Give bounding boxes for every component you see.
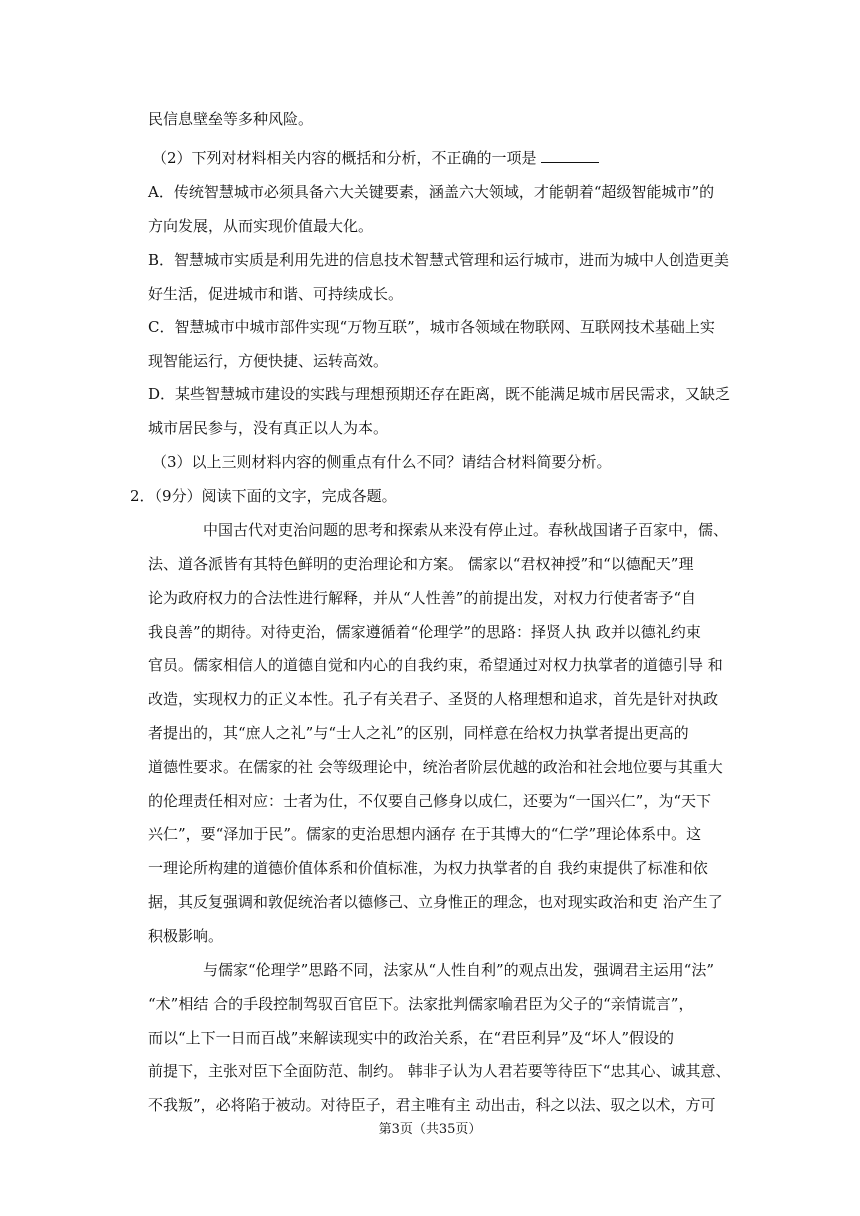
paragraph-1-line: 兴仁”，要“泽加于民”。儒家的吏治思想内涵存 在于其博大的“仁学”理论体系中。这 bbox=[148, 825, 702, 843]
question-2-stem bbox=[152, 148, 599, 168]
paragraph-1-line: 中国古代对吏治问题的思考和探索从来没有停止过。春秋战国诸子百家中，儒、 bbox=[203, 521, 729, 539]
option-c-line-2: 现智能运行，方便快捷、运转高效。 bbox=[148, 352, 389, 370]
paragraph-1-line: 道德性要求。在儒家的社 会等级理论中，统治者阶层优越的政治和社会地位要与其重大 bbox=[148, 758, 723, 776]
paragraph-2-line: 与儒家“伦理学”思路不同，法家从“人性自利”的观点出发，强调君主运用“法” bbox=[203, 961, 715, 979]
option-b-line-2: 好生活，促进城市和谐、可持续成长。 bbox=[148, 285, 404, 303]
paragraph-2-line: 而以“上下一日而百战”来解读现实中的政治关系，在“君臣利异”及“坏人”假设的 bbox=[148, 1029, 675, 1047]
paragraph-1-line: 据，其反复强调和敦促统治者以德修己、立身惟正的理念，也对现实政治和吏 治产生了 bbox=[148, 893, 723, 911]
question-heading: 2．（9分）阅读下面的文字，完成各题。 bbox=[130, 487, 397, 505]
paragraph-1-line: 的伦理责任相对应：士者为仕，不仅要自己修身以成仁，还要为“一国兴仁”，为“天下 bbox=[148, 792, 712, 810]
paragraph-1-line: 一理论所构建的道德价值体系和价值标准，为权力执掌者的自 我约束提供了标准和依 bbox=[148, 859, 708, 877]
option-d-line-1: D．某些智慧城市建设的实践与理想预期还存在距离，既不能满足城市居民需求，又缺乏 bbox=[148, 385, 731, 403]
paragraph-1-line: 论为政府权力的合法性进行解释，并从“人性善”的前提出发，对权力行使者寄予“自 bbox=[148, 589, 697, 607]
text-line: 民信息壁垒等多种风险。 bbox=[148, 110, 314, 128]
paragraph-1-line: 我良善”的期待。对待吏治，儒家遵循着“伦理学”的思路：择贤人执 政并以德礼约束 bbox=[148, 623, 701, 641]
paragraph-2-line: “术”相结 合的手段控制驾驭百官臣下。法家批判儒家喻君臣为父子的“亲情谎言”， bbox=[148, 995, 694, 1013]
paragraph-1-line: 法、道各派皆有其特色鲜明的吏治理论和方案。 儒家以“君权神授”和“以德配天”理 bbox=[148, 555, 694, 573]
paragraph-1-line: 官员。儒家相信人的道德自觉和内心的自我约束，希望通过对权力执掌者的道德引导 和 bbox=[148, 656, 723, 674]
option-b-line-1: B．智慧城市实质是利用先进的信息技术智慧式管理和运行城市，进而为城中人创造更美 bbox=[148, 251, 730, 269]
page-footer: 第3页（共35页） bbox=[378, 1122, 482, 1137]
answer-blank bbox=[541, 148, 599, 163]
paragraph-2-line: 不我叛”，必将陷于被动。对待臣子，君主唯有主 动出击，科之以法、驭之以术，方可 bbox=[148, 1096, 716, 1114]
option-a-line-2: 方向发展，从而实现价值最大化。 bbox=[148, 217, 374, 235]
question-3: （3）以上三则材料内容的侧重点有什么不同？请结合材料简要分析。 bbox=[152, 453, 612, 471]
paragraph-1-line: 改造，实现权力的正义本性。孔子有关君子、圣贤的人格理想和追求，首先是针对执政 bbox=[148, 690, 719, 708]
paragraph-2-line: 前提下，主张对臣下全面防范、制约。 韩非子认为人君若要等待臣下“忠其心、诚其意、 bbox=[148, 1062, 731, 1080]
option-c-line-1: C．智慧城市中城市部件实现“万物互联”，城市各领域在物联网、互联网技术基础上实 bbox=[148, 318, 715, 336]
option-d-line-2: 城市居民参与，没有真正以人为本。 bbox=[148, 419, 389, 437]
option-a-line-1: A．传统智慧城市必须具备六大关键要素，涵盖六大领域，才能朝着“超级智能城市”的 bbox=[148, 183, 715, 201]
question-stem-text: （2）下列对材料相关内容的概括和分析，不正确的一项是 bbox=[152, 149, 537, 167]
paragraph-1-line: 积极影响。 bbox=[148, 927, 224, 945]
paragraph-1-line: 者提出的，其“庶人之礼”与“士人之礼”的区别，同样意在给权力执掌者提出更高的 bbox=[148, 724, 689, 742]
